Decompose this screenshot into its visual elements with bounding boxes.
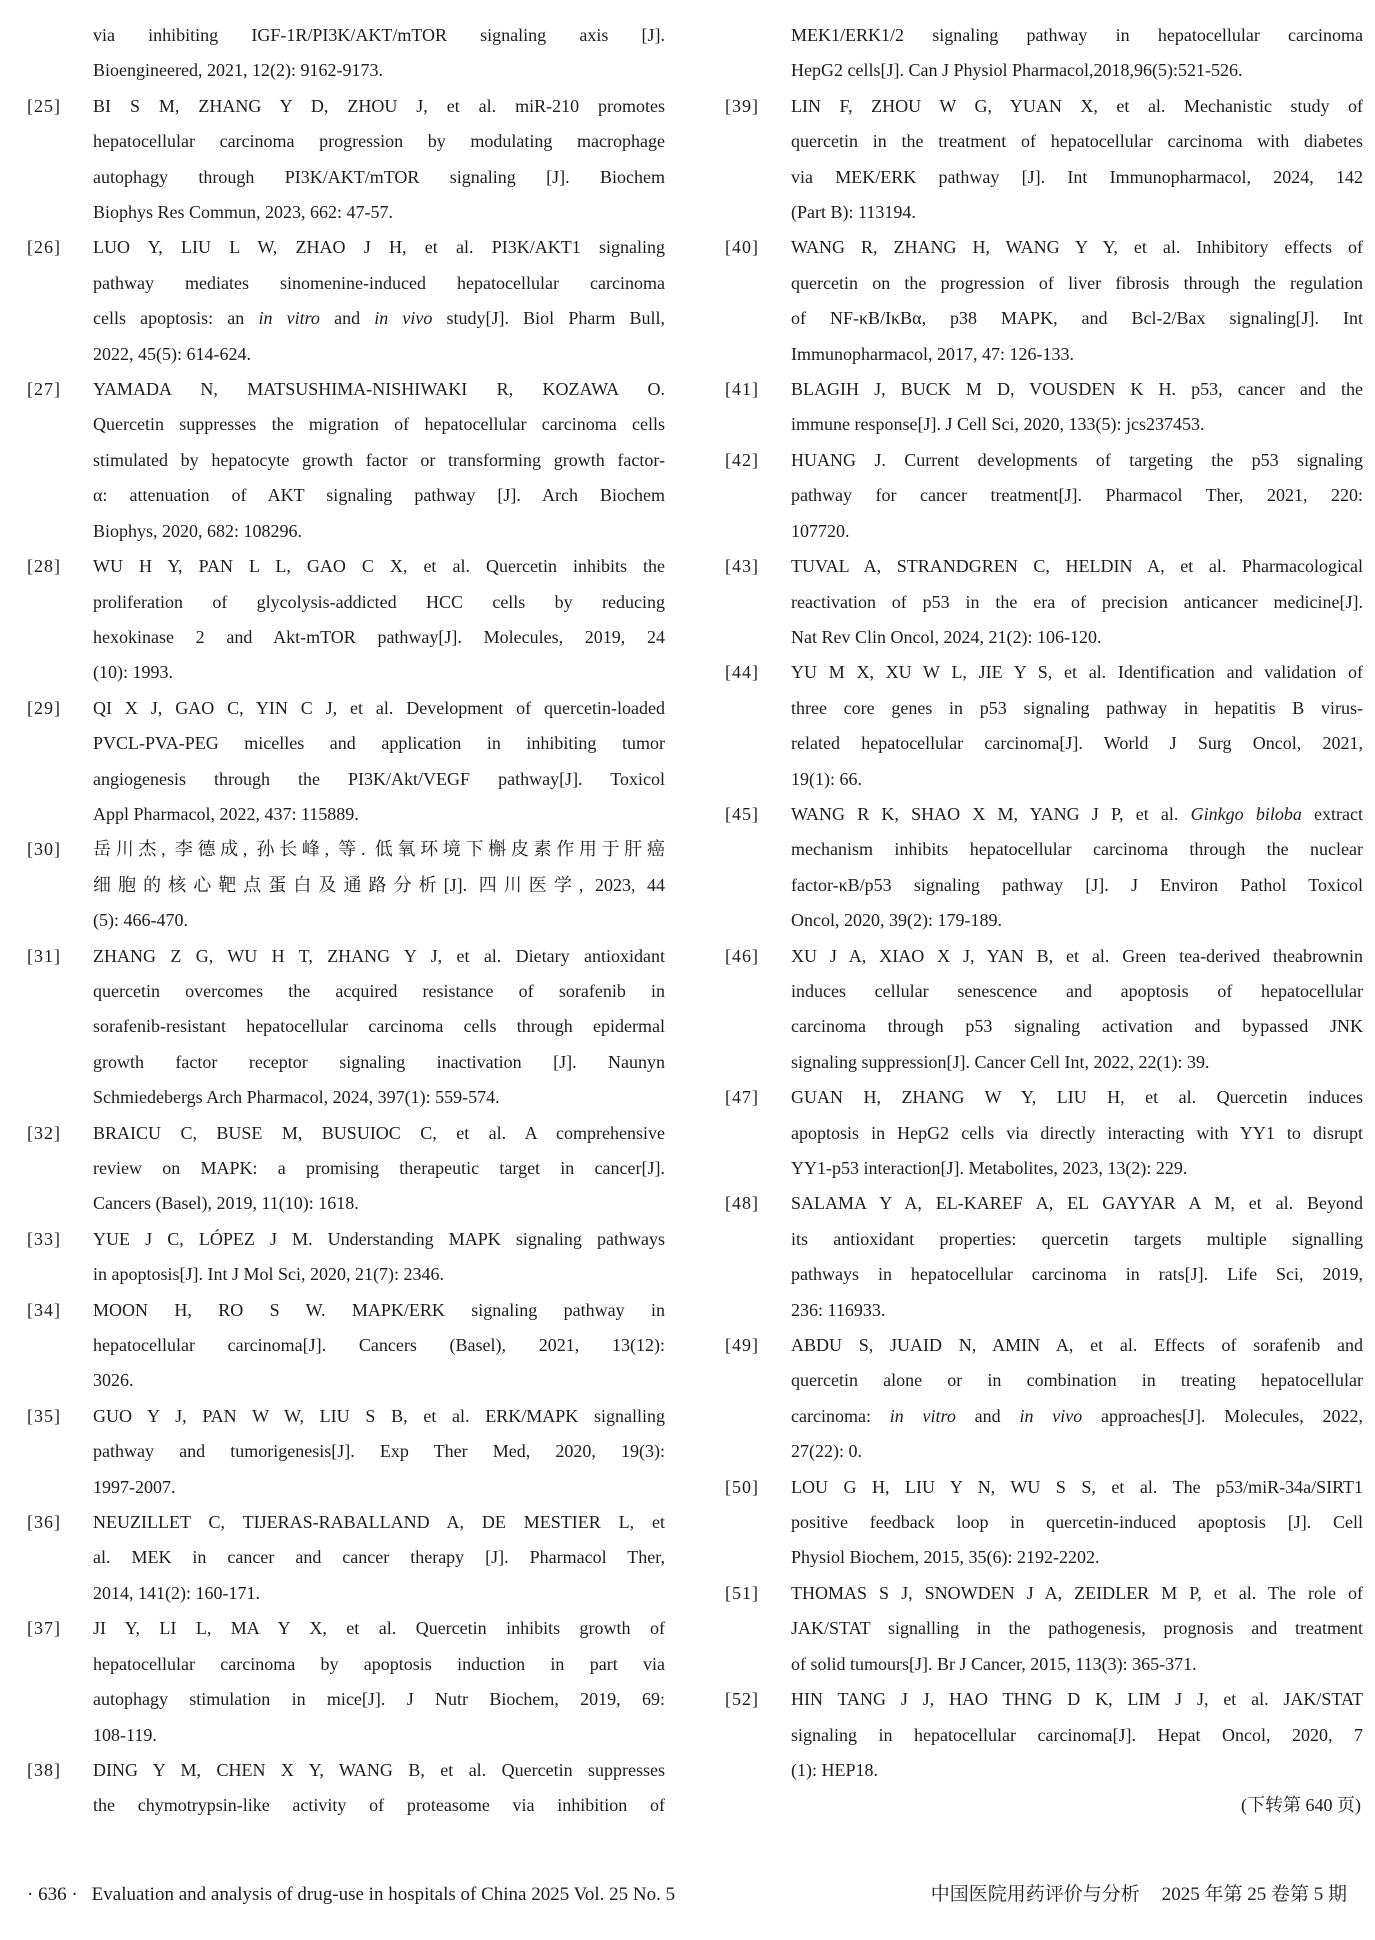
reference-columns: [27, 18, 1363, 1824]
reference-number: [47]: [725, 1087, 759, 1108]
reference-line: BI S M, ZHANG Y D, ZHOU J, et al. miR-210 promotes: [93, 95, 665, 116]
reference-line: LUO Y, LIU L W, ZHAO J H, et al. PI3K/AKT1 signaling: [93, 237, 665, 258]
reference-line: reactivation of p53 in the era of precision anticancer medicine[J].: [791, 591, 1363, 612]
reference-line: 236: 116933.: [791, 1299, 886, 1320]
reference-item: [27, 1116, 665, 1222]
reference-text: [93, 89, 665, 231]
reference-line: BLAGIH J, BUCK M D, VOUSDEN K H. p53, cancer and the: [791, 379, 1363, 400]
reference-text: [791, 443, 1363, 549]
reference-line: GUO Y J, PAN W W, LIU S B, et al. ERK/MAPK signalling: [93, 1405, 665, 1426]
reference-line: 108-119.: [93, 1724, 157, 1745]
reference-text: [93, 18, 665, 89]
reference-line: 1997-2007.: [93, 1476, 176, 1497]
reference-text: [791, 372, 1363, 443]
reference-line: GUAN H, ZHANG W Y, LIU H, et al. Quercetin induces: [791, 1087, 1363, 1108]
reference-line: three core genes in p53 signaling pathway in hepatitis B virus-: [791, 697, 1363, 718]
reference-line: XU J A, XIAO X J, YAN B, et al. Green tea-derived theabrownin: [791, 945, 1363, 966]
reference-text: [791, 1186, 1363, 1328]
reference-line: NEUZILLET C, TIJERAS-RABALLAND A, DE MESTIER L, et: [93, 1512, 665, 1533]
reference-number: [38]: [27, 1759, 61, 1780]
reference-number: [28]: [27, 556, 61, 577]
reference-item: [725, 1682, 1363, 1788]
reference-line: Physiol Biochem, 2015, 35(6): 2192-2202.: [791, 1547, 1100, 1568]
reference-line: 岳川杰, 李德成, 孙长峰, 等. 低氧环境下槲皮素作用于肝癌: [93, 839, 665, 860]
reference-line: DING Y M, CHEN X Y, WANG B, et al. Quercetin suppresses: [93, 1759, 665, 1780]
reference-item: [725, 230, 1363, 372]
reference-text: [791, 230, 1363, 372]
reference-item: [725, 549, 1363, 655]
reference-number: [35]: [27, 1405, 61, 1426]
reference-line: Cancers (Basel), 2019, 11(10): 1618.: [93, 1193, 359, 1214]
reference-number: [49]: [725, 1335, 759, 1356]
reference-line: Schmiedebergs Arch Pharmacol, 2024, 397(1): 559-574.: [93, 1087, 500, 1108]
reference-number: [37]: [27, 1618, 61, 1639]
reference-text: [791, 549, 1363, 655]
reference-number: [33]: [27, 1228, 61, 1249]
reference-line: pathways in hepatocellular carcinoma in rats[J]. Life Sci, 2019,: [791, 1264, 1363, 1285]
reference-line: SALAMA Y A, EL-KAREF A, EL GAYYAR A M, et al. Beyond: [791, 1193, 1363, 1214]
reference-number: [40]: [725, 237, 759, 258]
reference-text: [93, 1505, 665, 1611]
reference-item: [27, 939, 665, 1116]
reference-line: related hepatocellular carcinoma[J]. World J Surg Oncol, 2021,: [791, 733, 1363, 754]
reference-number: [31]: [27, 945, 61, 966]
reference-line: induces cellular senescence and apoptosis of hepatocellular: [791, 980, 1363, 1001]
reference-item: [725, 1186, 1363, 1328]
reference-line: 19(1): 66.: [791, 768, 862, 789]
reference-number: [25]: [27, 95, 61, 116]
reference-line: THOMAS S J, SNOWDEN J A, ZEIDLER M P, et al. The role of: [791, 1582, 1363, 1603]
reference-line: apoptosis in HepG2 cells via directly interacting with YY1 to disrupt: [791, 1122, 1363, 1143]
reference-line: carcinoma: in vitro and in vivo approaches[J]. Molecules, 2022,: [791, 1405, 1363, 1426]
reference-line: YY1-p53 interaction[J]. Metabolites, 2023, 13(2): 229.: [791, 1158, 1188, 1178]
reference-line: YU M X, XU W L, JIE Y S, et al. Identification and validation of: [791, 662, 1363, 683]
left-column: [27, 18, 665, 1824]
reference-text: [791, 1682, 1363, 1788]
reference-item: [27, 1611, 665, 1753]
reference-line: ZHANG Z G, WU H T, ZHANG Y J, et al. Dietary antioxidant: [93, 945, 665, 966]
reference-text: [93, 1399, 665, 1505]
reference-number: [32]: [27, 1122, 61, 1143]
reference-number: [42]: [725, 449, 759, 470]
reference-line: growth factor receptor signaling inactivation [J]. Naunyn: [93, 1051, 665, 1072]
reference-line: JI Y, LI L, MA Y X, et al. Quercetin inhibits growth of: [93, 1618, 665, 1639]
reference-line: factor-κB/p53 signaling pathway [J]. J Environ Pathol Toxicol: [791, 874, 1363, 895]
reference-item: [27, 89, 665, 231]
reference-line: of NF-κB/IκBα, p38 MAPK, and Bcl-2/Bax signaling[J]. Int: [791, 308, 1363, 329]
reference-line: al. MEK in cancer and cancer therapy [J]. Pharmacol Ther,: [93, 1547, 665, 1568]
reference-line: autophagy through PI3K/AKT/mTOR signaling [J]. Biochem: [93, 166, 665, 187]
reference-line: Appl Pharmacol, 2022, 437: 115889.: [93, 803, 359, 824]
reference-line: HepG2 cells[J]. Can J Physiol Pharmacol,2018,96(5):521-526.: [791, 60, 1243, 81]
reference-line: Nat Rev Clin Oncol, 2024, 21(2): 106-120.: [791, 626, 1102, 647]
reference-number: [39]: [725, 95, 759, 116]
reference-text: [93, 939, 665, 1116]
reference-line: LOU G H, LIU Y N, WU S S, et al. The p53/miR-34a/SIRT1: [791, 1476, 1363, 1497]
reference-number: [41]: [725, 379, 759, 400]
reference-number: [51]: [725, 1582, 759, 1603]
reference-number: [45]: [725, 803, 759, 824]
reference-number: [30]: [27, 839, 61, 860]
reference-line: PVCL-PVA-PEG micelles and application in inhibiting tumor: [93, 733, 665, 754]
reference-item: [27, 230, 665, 372]
reference-item: [27, 549, 665, 691]
reference-line: 3026.: [93, 1370, 134, 1391]
reference-line: HIN TANG J J, HAO THNG D K, LIM J J, et al. JAK/STAT: [791, 1689, 1363, 1710]
reference-number: [36]: [27, 1512, 61, 1533]
reference-line: YUE J C, LÓPEZ J M. Understanding MAPK signaling pathways: [93, 1228, 665, 1249]
reference-line: hepatocellular carcinoma by apoptosis induction in part via: [93, 1653, 665, 1674]
reference-line: LIN F, ZHOU W G, YUAN X, et al. Mechanistic study of: [791, 95, 1363, 116]
reference-text: [791, 797, 1363, 939]
reference-line: quercetin overcomes the acquired resistance of sorafenib in: [93, 980, 665, 1001]
reference-number: [29]: [27, 697, 61, 718]
reference-text: [93, 1293, 665, 1399]
page-number: · 636 ·: [27, 1884, 78, 1905]
reference-text: [93, 1753, 665, 1824]
reference-item: [27, 1293, 665, 1399]
reference-line: signaling in hepatocellular carcinoma[J]. Hepat Oncol, 2020, 7: [791, 1724, 1363, 1745]
reference-line: autophagy stimulation in mice[J]. J Nutr Biochem, 2019, 69:: [93, 1689, 665, 1710]
reference-text: [791, 655, 1363, 797]
reference-line: Biophys Res Commun, 2023, 662: 47-57.: [93, 202, 394, 223]
reference-number: [34]: [27, 1299, 61, 1320]
reference-line: positive feedback loop in quercetin-induced apoptosis [J]. Cell: [791, 1512, 1363, 1533]
reference-text: [791, 18, 1363, 89]
reference-line: 2014, 141(2): 160-171.: [93, 1582, 260, 1603]
reference-text: [791, 939, 1363, 1081]
reference-item: [725, 1576, 1363, 1682]
reference-text: [93, 832, 665, 938]
reference-number: [43]: [725, 556, 759, 577]
reference-line: mechanism inhibits hepatocellular carcinoma through the nuclear: [791, 839, 1363, 860]
reference-text: [791, 1080, 1363, 1186]
reference-number: [50]: [725, 1476, 759, 1497]
reference-line: hepatocellular carcinoma[J]. Cancers (Basel), 2021, 13(12):: [93, 1335, 665, 1356]
reference-item: [27, 691, 665, 833]
reference-item: [725, 18, 1363, 89]
reference-text: [93, 1611, 665, 1753]
reference-text: [93, 1222, 665, 1293]
reference-line: pathway mediates sinomenine-induced hepatocellular carcinoma: [93, 272, 665, 293]
reference-line: its antioxidant properties: quercetin targets multiple signalling: [791, 1228, 1363, 1249]
reference-text: [93, 230, 665, 372]
reference-line: of solid tumours[J]. Br J Cancer, 2015, 113(3): 365-371.: [791, 1653, 1197, 1674]
reference-line: WANG R, ZHANG H, WANG Y Y, et al. Inhibitory effects of: [791, 237, 1363, 258]
reference-line: immune response[J]. J Cell Sci, 2020, 133(5): jcs237453.: [791, 414, 1205, 435]
reference-line: ABDU S, JUAID N, AMIN A, et al. Effects of sorafenib and: [791, 1335, 1363, 1356]
reference-line: α: attenuation of AKT signaling pathway [J]. Arch Biochem: [93, 485, 665, 506]
reference-line: hepatocellular carcinoma progression by modulating macrophage: [93, 131, 665, 152]
reference-line: (1): HEP18.: [791, 1759, 878, 1780]
reference-item: [725, 797, 1363, 939]
page-footer: [27, 1879, 1347, 1906]
reference-number: [46]: [725, 945, 759, 966]
reference-line: Quercetin suppresses the migration of hepatocellular carcinoma cells: [93, 414, 665, 435]
reference-line: TUVAL A, STRANDGREN C, HELDIN A, et al. Pharmacological: [791, 556, 1363, 577]
reference-line: quercetin on the progression of liver fibrosis through the regulation: [791, 272, 1363, 293]
reference-number: [52]: [725, 1689, 759, 1710]
reference-text: [93, 549, 665, 691]
reference-text: [791, 1470, 1363, 1576]
reference-line: WANG R K, SHAO X M, YANG J P, et al. Ginkgo biloba extract: [791, 803, 1363, 824]
reference-line: via inhibiting IGF-1R/PI3K/AKT/mTOR signaling axis [J].: [93, 25, 665, 45]
journal-title-cn: 中国医院用药评价与分析: [930, 1884, 1140, 1905]
reference-item: [725, 1328, 1363, 1470]
reference-line: 细胞的核心靶点蛋白及通路分析[J]. 四川医学, 2023, 44: [93, 874, 665, 895]
reference-line: Oncol, 2020, 39(2): 179-189.: [791, 910, 1002, 931]
reference-line: quercetin alone or in combination in treating hepatocellular: [791, 1370, 1363, 1391]
reference-line: angiogenesis through the PI3K/Akt/VEGF pathway[J]. Toxicol: [93, 768, 665, 789]
reference-line: Bioengineered, 2021, 12(2): 9162-9173.: [93, 60, 383, 81]
reference-line: stimulated by hepatocyte growth factor or transforming growth factor-: [93, 449, 665, 470]
reference-line: 107720.: [791, 520, 850, 541]
reference-item: [725, 443, 1363, 549]
reference-line: the chymotrypsin-like activity of proteasome via inhibition of: [93, 1795, 665, 1816]
reference-line: 27(22): 0.: [791, 1441, 862, 1462]
reference-line: MEK1/ERK1/2 signaling pathway in hepatocellular carcinoma: [791, 25, 1363, 45]
reference-item: [725, 89, 1363, 231]
reference-item: [725, 939, 1363, 1081]
issue-info-cn: 2025 年第 25 卷第 5 期: [1161, 1884, 1347, 1905]
reference-line: HUANG J. Current developments of targeting the p53 signaling: [791, 449, 1363, 470]
reference-number: [48]: [725, 1193, 759, 1214]
reference-line: pathway and tumorigenesis[J]. Exp Ther Med, 2020, 19(3):: [93, 1441, 665, 1462]
reference-item: [27, 372, 665, 549]
reference-line: YAMADA N, MATSUSHIMA-NISHIWAKI R, KOZAWA O.: [93, 379, 665, 400]
reference-line: in apoptosis[J]. Int J Mol Sci, 2020, 21(7): 2346.: [93, 1264, 444, 1285]
reference-line: Biophys, 2020, 682: 108296.: [93, 520, 303, 541]
reference-line: MOON H, RO S W. MAPK/ERK signaling pathway in: [93, 1299, 665, 1320]
right-column: [725, 18, 1363, 1824]
footer-right: [931, 1879, 1347, 1906]
reference-item: [27, 1399, 665, 1505]
reference-line: (Part B): 113194.: [791, 202, 916, 223]
reference-text: [93, 691, 665, 833]
reference-number: [26]: [27, 237, 61, 258]
reference-line: carcinoma through p53 signaling activation and bypassed JNK: [791, 1016, 1363, 1037]
reference-line: hexokinase 2 and Akt-mTOR pathway[J]. Molecules, 2019, 24: [93, 626, 665, 647]
reference-line: 2022, 45(5): 614-624.: [93, 343, 251, 364]
reference-line: (5): 466-470.: [93, 910, 188, 931]
reference-number: [44]: [725, 662, 759, 683]
reference-text: [93, 1116, 665, 1222]
reference-line: JAK/STAT signalling in the pathogenesis, prognosis and treatment: [791, 1618, 1363, 1639]
reference-text: [791, 1328, 1363, 1470]
reference-item: [27, 1222, 665, 1293]
reference-item: [725, 655, 1363, 797]
reference-line: pathway for cancer treatment[J]. Pharmacol Ther, 2021, 220:: [791, 485, 1363, 506]
reference-item: [725, 1470, 1363, 1576]
reference-line: sorafenib-resistant hepatocellular carcinoma cells through epidermal: [93, 1016, 665, 1037]
reference-item: [725, 372, 1363, 443]
reference-line: QI X J, GAO C, YIN C J, et al. Development of quercetin-loaded: [93, 697, 665, 718]
reference-line: BRAICU C, BUSE M, BUSUIOC C, et al. A comprehensive: [93, 1122, 665, 1143]
reference-item: [725, 1080, 1363, 1186]
reference-text: [791, 1576, 1363, 1682]
reference-line: proliferation of glycolysis-addicted HCC cells by reducing: [93, 591, 665, 612]
continued-note: (下转第 640 页): [1241, 1795, 1361, 1816]
reference-line: via MEK/ERK pathway [J]. Int Immunopharmacol, 2024, 142: [791, 166, 1363, 187]
reference-line: WU H Y, PAN L L, GAO C X, et al. Quercetin inhibits the: [93, 556, 665, 577]
reference-line: quercetin in the treatment of hepatocellular carcinoma with diabetes: [791, 131, 1363, 152]
reference-line: review on MAPK: a promising therapeutic target in cancer[J].: [93, 1158, 665, 1178]
reference-text: [791, 89, 1363, 231]
reference-number: [27]: [27, 379, 61, 400]
reference-item: [27, 1753, 665, 1824]
journal-title-en: Evaluation and analysis of drug-use in hospitals of China 2025 Vol. 25 No. 5: [91, 1884, 676, 1905]
reference-line: Immunopharmacol, 2017, 47: 126-133.: [791, 343, 1074, 364]
reference-text: [93, 372, 665, 549]
reference-line: (10): 1993.: [93, 662, 173, 683]
reference-item: [27, 18, 665, 89]
reference-line: cells apoptosis: an in vitro and in vivo study[J]. Biol Pharm Bull,: [93, 308, 665, 329]
reference-item: [27, 1505, 665, 1611]
footer-left: [27, 1884, 675, 1906]
reference-line: signaling suppression[J]. Cancer Cell Int, 2022, 22(1): 39.: [791, 1051, 1210, 1072]
reference-item: [27, 832, 665, 938]
